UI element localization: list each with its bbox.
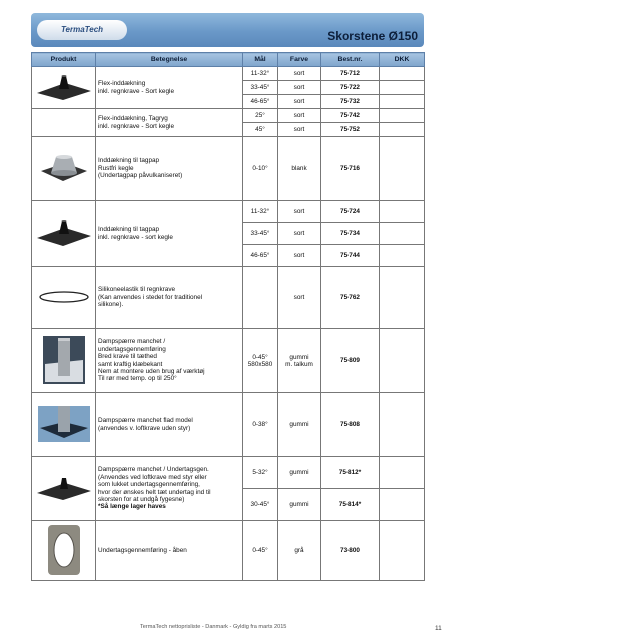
part-number: 75-732 (321, 95, 380, 109)
color-value: sort (293, 70, 305, 77)
product-image (39, 151, 89, 187)
product-image-cell (32, 109, 96, 137)
description-line: (Anvendes ved loftkrave med styr eller (98, 473, 207, 481)
size-value: 46-65° (250, 252, 270, 259)
part-number: 75-762 (321, 267, 380, 329)
description-line: Bred krave til tæthed (98, 353, 157, 361)
color-value: sort (293, 294, 305, 301)
description-line: Dampspærre manchet / Undertagsgen. (98, 466, 209, 474)
description-line: Rustfri kegle (98, 164, 134, 172)
size-value: 33-45° (250, 84, 270, 91)
description-line: (anvendes v. loftkrave uden styr) (98, 424, 191, 432)
column-header-product: Produkt (32, 53, 96, 67)
price-cell (380, 137, 425, 201)
description-line: silikone). (98, 301, 124, 309)
color-value: gummi (289, 421, 309, 428)
color-cell (278, 137, 321, 201)
color-cell (278, 67, 321, 81)
price-cell (380, 109, 425, 123)
product-description (96, 201, 243, 267)
product-image (34, 404, 94, 446)
color-cell (278, 95, 321, 109)
price-cell (380, 457, 425, 489)
description-line: som lukket undertagsgennemføring, (98, 481, 200, 489)
description-line: (Kan anvendes i stedet for traditionel (98, 293, 203, 301)
size-cell (243, 267, 278, 329)
description-line: (Undertagpap påvulkaniseret) (98, 172, 183, 180)
price-cell (380, 267, 425, 329)
column-header-description: Betegnelse (96, 53, 243, 67)
price-cell (380, 245, 425, 267)
size-value: 46-65° (250, 98, 270, 105)
color-value: grå (294, 547, 304, 554)
table-row (32, 109, 425, 123)
size-cell (243, 223, 278, 245)
size-value: 5-32° (252, 469, 268, 476)
description-line: inkl. regnkrave - sort kegle (98, 233, 173, 241)
color-cell (278, 329, 321, 393)
color-value: gummi (289, 501, 309, 508)
color-cell (278, 223, 321, 245)
description-line: Dampspærre manchet flad model (98, 417, 193, 425)
description-line: Dampspærre manchet / (98, 338, 166, 346)
column-header-price: DKK (380, 53, 425, 67)
price-cell (380, 95, 425, 109)
page-title: Skorstene Ø150 (327, 29, 418, 43)
product-image-cell (32, 521, 96, 581)
description-line: Inddækning til tagpap (98, 226, 160, 234)
size-cell (243, 329, 278, 393)
description-line: inkl. regnkrave - Sort kegle (98, 122, 175, 130)
product-image-cell (32, 393, 96, 457)
size-value: 25° (255, 112, 265, 119)
description-line: Undertagsgennemføring - åben (98, 546, 187, 554)
description-note: *Så længe lager haves (98, 503, 166, 511)
color-note: m. talkum (285, 360, 313, 368)
part-number: 75-722 (321, 81, 380, 95)
price-cell (380, 223, 425, 245)
part-number: 75-814* (321, 489, 380, 521)
size-cell (243, 489, 278, 521)
table-header-row (32, 53, 425, 67)
table-row (32, 393, 425, 457)
part-number: 75-724 (321, 201, 380, 223)
product-image (35, 218, 93, 250)
product-image-cell (32, 457, 96, 521)
size-value: 11-32° (250, 208, 270, 215)
color-cell (278, 109, 321, 123)
color-value: sort (293, 126, 305, 133)
product-image-cell (32, 67, 96, 109)
table-row (32, 201, 425, 223)
product-description (96, 67, 243, 109)
size-cell (243, 123, 278, 137)
size-cell (243, 393, 278, 457)
product-description (96, 267, 243, 329)
size-cell (243, 201, 278, 223)
color-cell (278, 81, 321, 95)
table-row (32, 329, 425, 393)
description-line: hvor der ønskes helt tæt undertag ind til (98, 488, 211, 496)
table-row (32, 267, 425, 329)
size-dimension: 580x580 (247, 360, 273, 368)
size-cell (243, 245, 278, 267)
footer-text: TermaTech nettoprisliste - Danmark - Gyldig fra marts 2015 (140, 624, 287, 630)
color-cell (278, 245, 321, 267)
part-number: 75-744 (321, 245, 380, 267)
size-cell (243, 81, 278, 95)
color-cell (278, 123, 321, 137)
part-number: 75-808 (321, 393, 380, 457)
color-cell (278, 201, 321, 223)
description-line: Flex-inddækning, Tagryg (98, 115, 168, 123)
color-value: sort (293, 230, 305, 237)
color-cell (278, 457, 321, 489)
column-header-size: Mål (243, 53, 278, 67)
price-cell (380, 521, 425, 581)
product-description (96, 393, 243, 457)
table-row (32, 457, 425, 489)
description-line: undertagsgennemføring (98, 345, 166, 353)
part-number: 73-800 (321, 521, 380, 581)
column-header-part-number: Best.nr. (321, 53, 380, 67)
product-table (31, 52, 425, 581)
part-number: 75-742 (321, 109, 380, 123)
size-value: 33-45° (250, 230, 270, 237)
product-description (96, 521, 243, 581)
description-line: Silikoneelastik til regnkrave (98, 286, 176, 294)
product-image (44, 522, 84, 580)
table-row (32, 521, 425, 581)
product-image (35, 288, 93, 308)
description-line: Til rør med temp. op til 250° (98, 375, 177, 383)
product-description (96, 109, 243, 137)
product-image (35, 73, 93, 103)
size-value: 30-45° (250, 501, 270, 508)
color-value: sort (293, 112, 305, 119)
color-value: sort (293, 84, 305, 91)
size-value: 0-45° (252, 547, 268, 554)
part-number: 75-812* (321, 457, 380, 489)
size-cell (243, 67, 278, 81)
description-line: Inddækning til tagpap (98, 157, 160, 165)
product-image (41, 334, 87, 388)
description-line: Nem at montere uden brug af værktøj (98, 367, 205, 375)
color-value: sort (293, 252, 305, 259)
price-cell (380, 201, 425, 223)
part-number: 75-712 (321, 67, 380, 81)
price-cell (380, 81, 425, 95)
price-cell (380, 393, 425, 457)
description-line: skorsten for at undgå fygesne) (98, 495, 185, 503)
product-description (96, 329, 243, 393)
size-value: 45° (255, 126, 265, 133)
page-number: 11 (435, 625, 442, 632)
size-cell (243, 95, 278, 109)
page-banner (31, 13, 424, 47)
color-value: gummi (289, 469, 309, 476)
size-cell (243, 457, 278, 489)
product-description (96, 457, 243, 521)
color-cell (278, 521, 321, 581)
termatech-logo: TermaTech (37, 20, 127, 40)
size-cell (243, 137, 278, 201)
color-value: sort (293, 208, 305, 215)
color-value: sort (293, 98, 305, 105)
price-cell (380, 329, 425, 393)
size-cell (243, 109, 278, 123)
size-value: 0-38° (252, 421, 268, 428)
color-cell (278, 393, 321, 457)
table-row (32, 67, 425, 81)
product-image-cell (32, 201, 96, 267)
part-number: 75-716 (321, 137, 380, 201)
color-cell (278, 267, 321, 329)
product-description (96, 137, 243, 201)
size-value: 0-10° (252, 165, 268, 172)
product-image-cell (32, 267, 96, 329)
column-header-color: Farve (278, 53, 321, 67)
color-value: gummi (289, 353, 309, 361)
part-number: 75-809 (321, 329, 380, 393)
description-line: inkl. regnkrave - Sort kegle (98, 87, 175, 95)
size-value: 0-45° (252, 353, 268, 361)
size-value: 11-32° (250, 70, 270, 77)
product-image-cell (32, 329, 96, 393)
price-cell (380, 67, 425, 81)
table-row (32, 137, 425, 201)
color-value: blank (291, 165, 307, 172)
description-line: samt kraftig klæbekant (98, 360, 163, 368)
part-number: 75-752 (321, 123, 380, 137)
product-image-cell (32, 137, 96, 201)
price-cell (380, 489, 425, 521)
price-cell (380, 123, 425, 137)
size-cell (243, 521, 278, 581)
product-image (35, 475, 93, 503)
part-number: 75-734 (321, 223, 380, 245)
color-cell (278, 489, 321, 521)
description-line: Flex-inddækning (98, 80, 146, 88)
